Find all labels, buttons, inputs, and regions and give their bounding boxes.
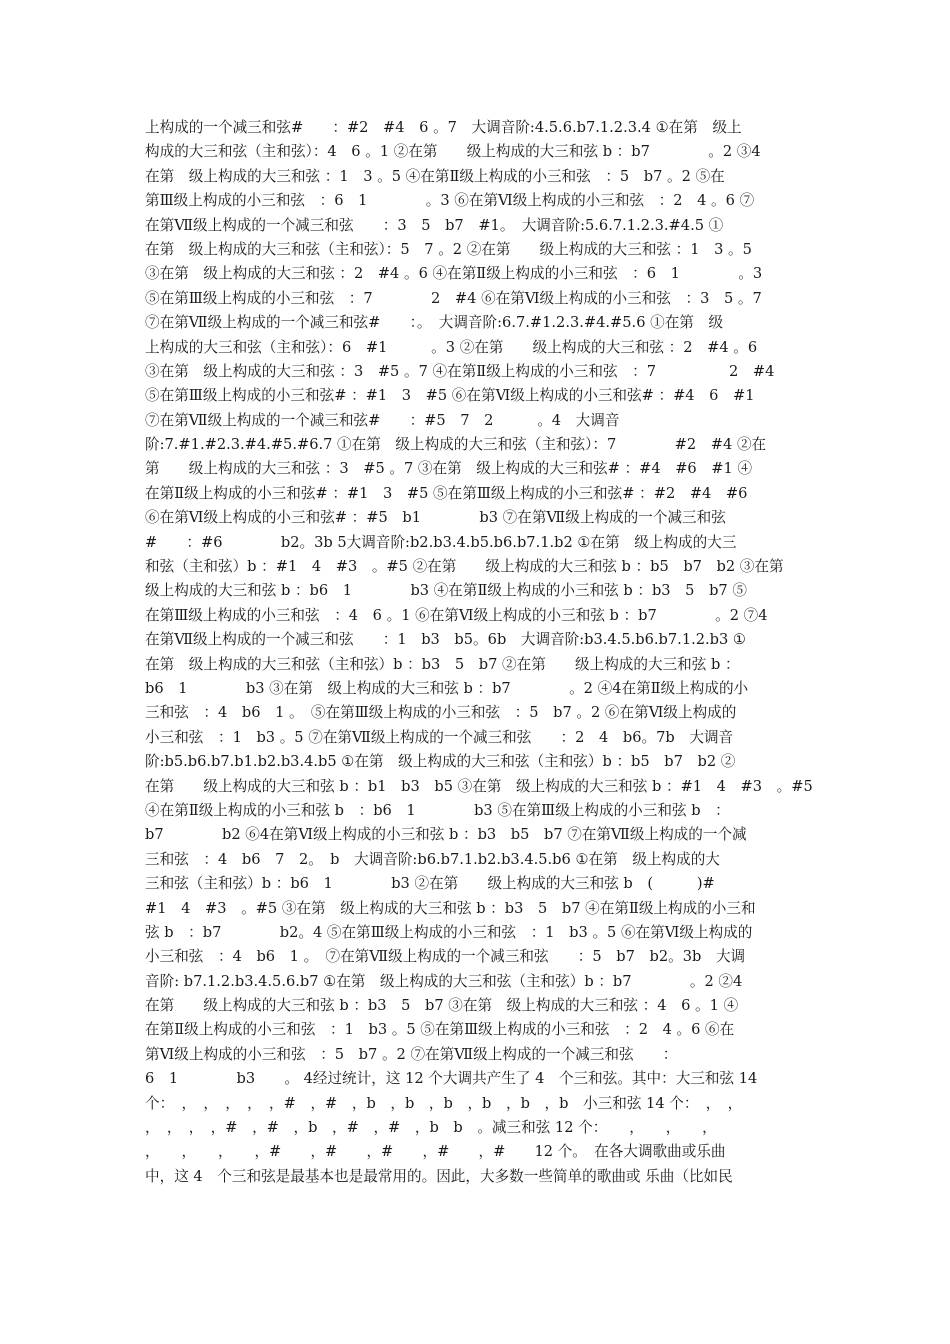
text-line: 在第Ⅶ级上构成的一个减三和弦 ：1 b3 b5。6b 大调音阶:b3.4.5.b6.b7.1.2.b3 ① [145,631,747,649]
text-line: 弦 b ：b7 b2。4 ⑤在第Ⅲ级上构成的小三和弦 ：1 b3 。5 ⑥在第Ⅵ级上构成的 [145,923,753,941]
text-line: 在第Ⅲ级上构成的小三和弦 ：4 6 。1 ⑥在第Ⅵ级上构成的小三和弦 b ：b7 。2 ⑦4 [145,606,768,624]
document-body [145,116,815,1214]
text-line: 和弦（主和弦）b ：#1 4 #3 。#5 ②在第 级上构成的大三和弦 b ：b5 b7 b2 ③在第 [145,558,784,576]
text-line: 第Ⅲ级上构成的小三和弦 ：6 1 。3 ⑥在第Ⅵ级上构成的小三和弦 ：2 4 。6 ⑦ [145,192,755,210]
text-line: 上构成的大三和弦（主和弦）：6 #1 。3 ②在第 级上构成的大三和弦 ：2 #4 。6 [145,338,758,356]
text-line: 三和弦 ：4 b6 7 2。 b 大调音阶:b6.b7.1.b2.b3.4.5.b6 ①在第 级上构成的大 [145,850,720,868]
text-line: 个： ， ， ， ， ，# ，# ，b ，b ，b ，b ，b ，b 小三和弦 14 个： ， ， [145,1094,743,1112]
text-line: 上构成的一个减三和弦# ：#2 #4 6 。7 大调音阶:4.5.6.b7.1.2.3.4 ①在第 级上 [145,119,742,136]
text-line: ③在第 级上构成的大三和弦 ：2 #4 。6 ④在第Ⅱ级上构成的小三和弦 ：6 1 。3 [145,265,763,283]
text-line: ③在第 级上构成的大三和弦 ：3 #5 。7 ④在第Ⅱ级上构成的小三和弦 ：7 2 #4 [145,362,775,380]
text-line: ④在第Ⅱ级上构成的小三和弦 b ：b6 1 b3 ⑤在第Ⅲ级上构成的小三和弦 b ： [145,801,730,819]
text-line: 在第Ⅶ级上构成的一个减三和弦 ：3 5 b7 #1。 大调音阶:5.6.7.1.2.3.#4.5 ① [145,216,724,234]
text-line [145,1189,815,1213]
text-line: ⑦在第Ⅶ级上构成的一个减三和弦# ：。 大调音阶:6.7.#1.2.3.#4.#5.6 ①在第 级 [145,314,724,332]
text-line: 在第Ⅱ级上构成的小三和弦# ：#1 3 #5 ⑤在第Ⅲ级上构成的小三和弦# ：#2 #4 #6 [145,484,748,502]
text-line: 小三和弦 ：1 b3 。5 ⑦在第Ⅶ级上构成的一个减三和弦 ：2 4 b6。7b 大调音 [145,728,734,746]
text-line: 第 级上构成的大三和弦 ：3 #5 。7 ③在第 级上构成的大三和弦# ：#4 #6 #1 ④ [145,460,753,478]
text-line: b7 b2 ⑥4在第Ⅵ级上构成的小三和弦 b ：b3 b5 b7 ⑦在第Ⅶ级上构成的一个减 [145,826,747,844]
text-line: 中，这 4 个三和弦是最基本也是最常用的。因此，大多数一些简单的歌曲或 乐曲（比如民 [145,1167,733,1185]
text-line: b6 1 b3 ③在第 级上构成的大三和弦 b ：b7 。2 ④4在第Ⅱ级上构成的小 [145,679,749,697]
text-line: #1 4 #3 。#5 ③在第 级上构成的大三和弦 b ：b3 5 b7 ④在第Ⅱ级上构成的小三和 [145,899,756,917]
text-line: 阶:7.#1.#2.3.#4.#5.#6.7 ①在第 级上构成的大三和弦（主和弦）：7 #2 #4 ②在 [145,436,767,454]
text-line: ， ， ， ，# ，# ，# ，# ，# 12 个。 在各大调歌曲或乐曲 [145,1143,726,1161]
text-line: ⑥在第Ⅵ级上构成的小三和弦# ：#5 b1 b3 ⑦在第Ⅶ级上构成的一个减三和弦 [145,509,726,527]
text-line: 在第 级上构成的大三和弦（主和弦）b ：b3 5 b7 ②在第 级上构成的大三和弦 b ： [145,655,740,673]
text-line: 在第Ⅱ级上构成的小三和弦 ：1 b3 。5 ⑤在第Ⅲ级上构成的小三和弦 ：2 4 。6 ⑥在 [145,1021,735,1039]
text-line: 小三和弦 ：4 b6 1 。 ⑦在第Ⅶ级上构成的一个减三和弦 ：5 b7 b2。3b 大调 [145,948,746,966]
text-line: 在第 级上构成的大三和弦 b ：b3 5 b7 ③在第 级上构成的大三和弦 ：4 6 。1 ④ [145,997,739,1015]
text-line: 级上构成的大三和弦 b ：b6 1 b3 ④在第Ⅱ级上构成的小三和弦 b ：b3 5 b7 ⑤ [145,582,747,600]
text-line: 构成的大三和弦（主和弦）：4 6 。1 ②在第 级上构成的大三和弦 b ：b7 。2 ③4 [145,143,761,161]
text-line: 在第 级上构成的大三和弦 ：1 3 。5 ④在第Ⅱ级上构成的小三和弦 ：5 b7 。2 ⑤在 [145,167,725,185]
text-line: ， ， ， ，# ，# ，b ，# ，# ，b b 。减三和弦 12 个： ， ， ， [145,1119,717,1137]
text-line: 三和弦（主和弦）b ：b6 1 b3 ②在第 级上构成的大三和弦 b ( )# [145,875,715,893]
text-line: ⑤在第Ⅲ级上构成的小三和弦# ：#1 3 #5 ⑥在第Ⅵ级上构成的小三和弦# ：#4 6 #1 [145,387,755,405]
text-line: 6 1 b3 。 4经过统计，这 12 个大调共产生了 4 个三和弦。其中：大三和弦 14 [145,1070,758,1088]
text-line: 音阶: b7.1.2.b3.4.5.6.b7 ①在第 级上构成的大三和弦（主和弦）b ：b7 。2 ②4 [145,972,743,990]
text-line: 在第 级上构成的大三和弦（主和弦）：5 7 。2 ②在第 级上构成的大三和弦 ：1 3 。5 [145,240,752,258]
text-line: ⑤在第Ⅲ级上构成的小三和弦 ：7 2 #4 ⑥在第Ⅵ级上构成的小三和弦 ：3 5 。7 [145,289,762,307]
text-line: 阶:b5.b6.b7.b1.b2.b3.4.b5 ①在第 级上构成的大三和弦（主和弦）b ：b5 b7 b2 ② [145,753,736,771]
text-line: ⑦在第Ⅶ级上构成的一个减三和弦# ：#5 7 2 。4 大调音 [145,411,620,429]
text-line: 三和弦 ：4 b6 1 。 ⑤在第Ⅲ级上构成的小三和弦 ：5 b7 。2 ⑥在第Ⅵ级上构成的 [145,704,737,722]
text-line: # ：#6 b2。3b 5大调音阶:b2.b3.4.b5.b6.b7.1.b2 ①在第 级上构成的大三 [145,533,737,551]
text-line: 在第 级上构成的大三和弦 b ：b1 b3 b5 ③在第 级上构成的大三和弦 b ：#1 4 #3 。#5 [145,777,813,795]
text-line: 第Ⅵ级上构成的小三和弦 ：5 b7 。2 ⑦在第Ⅶ级上构成的一个减三和弦 ： [145,1045,678,1063]
